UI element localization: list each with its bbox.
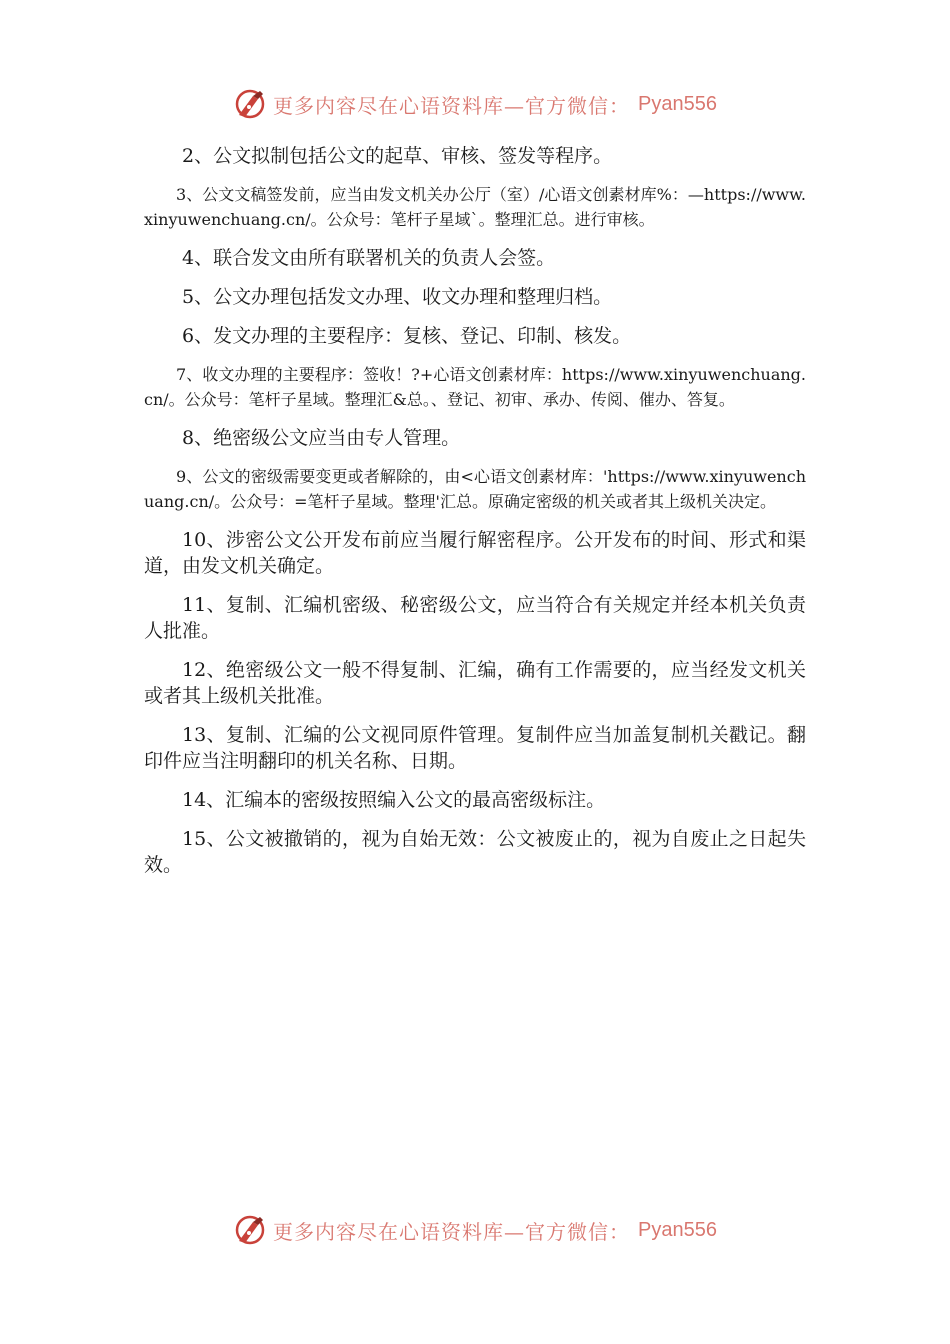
paragraph-item: 8、绝密级公文应当由专人管理。 [182, 427, 461, 449]
paragraph-item: 4、联合发文由所有联署机关的负责人会签。 [182, 247, 556, 269]
paragraph-item: 6、发文办理的主要程序：复核、登记、印制、核发。 [182, 325, 632, 347]
header-banner [0, 84, 950, 124]
paragraph-item: 12、绝密级公文一般不得复制、汇编，确有工作需要的，应当经发文机关或者其上级机关批准。 [144, 659, 806, 707]
footer-banner [0, 1210, 950, 1250]
paragraph-item: 5、公文办理包括发文办理、收文办理和整理归档。 [182, 286, 613, 308]
banner-handle: Pyan556 [638, 1218, 717, 1241]
paragraph-item: 14、汇编本的密级按照编入公文的最高密级标注。 [182, 789, 606, 811]
paragraph-item: 9、公文的密级需要变更或者解除的，由<心语文创素材库：'https://www.xinyuwenchuang.cn/。公众号：=笔杆子星域。整理'汇总。原确定密级的机关或者其上级机关决定。 [144, 467, 806, 511]
pen-nib-logo [233, 1213, 267, 1247]
paragraph-item: 15、公文被撤销的，视为自始无效：公文被废止的，视为自废止之日起失效。 [144, 828, 806, 876]
paragraph-item: 2、公文拟制包括公文的起草、审核、签发等程序。 [182, 145, 613, 167]
document-body [144, 143, 806, 891]
banner-text: 更多内容尽在心语资料库—官方微信： [273, 93, 631, 118]
paragraph-item: 11、复制、汇编机密级、秘密级公文，应当符合有关规定并经本机关负责人批准。 [144, 594, 806, 642]
paragraph-item: 13、复制、汇编的公文视同原件管理。复制件应当加盖复制机关戳记。翻印件应当注明翻印的机关名称、日期。 [144, 724, 806, 772]
banner-text: 更多内容尽在心语资料库—官方微信： [273, 1219, 631, 1244]
banner-handle: Pyan556 [638, 92, 717, 115]
pen-nib-logo [233, 87, 267, 121]
paragraph-item: 7、收文办理的主要程序：签收！?+心语文创素材库：https://www.xinyuwenchuang.cn/。公众号：笔杆子星域。整理汇&总。、登记、初审、承办、传阅、催办、答复。 [144, 365, 806, 409]
paragraph-item: 3、公文文稿签发前，应当由发文机关办公厅（室）/心语文创素材库%：—https://www.xinyuwenchuang.cn/。公众号：笔杆子星域`。整理汇总。进行审核。 [144, 185, 806, 229]
paragraph-item: 10、涉密公文公开发布前应当履行解密程序。公开发布的时间、形式和渠道，由发文机关确定。 [144, 529, 806, 577]
